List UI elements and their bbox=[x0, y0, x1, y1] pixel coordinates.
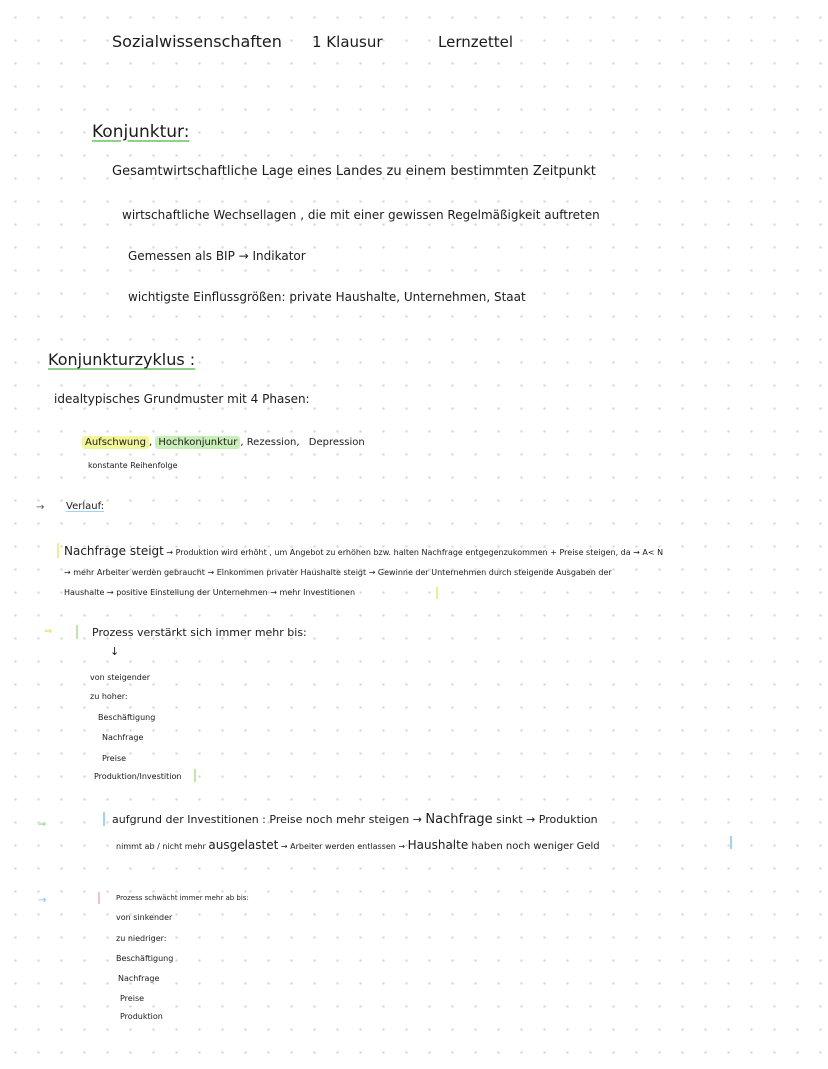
phase-depression: Depression bbox=[308, 437, 365, 448]
phase-hochkonjunktur: Hochkonjunktur bbox=[155, 436, 240, 449]
highlight-bar bbox=[76, 625, 78, 639]
rezession-line2-end: haben noch weniger Geld bbox=[468, 841, 600, 852]
depression-item: zu niedriger: bbox=[116, 934, 167, 943]
arrow-icon: → bbox=[36, 502, 45, 513]
boom-item: zu hoher: bbox=[90, 692, 128, 701]
boom-process: Prozess verstärkt sich immer mehr bis: bbox=[92, 626, 307, 639]
highlight-bar bbox=[730, 836, 732, 849]
verlauf-label: Verlauf: bbox=[66, 501, 105, 512]
zyklus-heading: Konjunkturzyklus : bbox=[48, 350, 196, 369]
aufschwung-line1-start: Nachfrage steigt bbox=[64, 544, 164, 558]
phase-separator: , bbox=[240, 437, 244, 448]
arrow-icon: → bbox=[38, 895, 47, 906]
header-sheet: Lernzettel bbox=[438, 33, 513, 51]
konjunktur-heading: Konjunktur: bbox=[92, 122, 190, 142]
rezession-line2-mid: → Arbeiter werden entlassen → bbox=[278, 842, 406, 851]
phase-separator: , bbox=[296, 437, 300, 448]
phase-separator: , bbox=[148, 437, 153, 448]
depression-item: Beschäftigung bbox=[116, 954, 174, 963]
boom-item: Produktion/Investition bbox=[94, 772, 182, 781]
header-subject: Sozialwissenschaften bbox=[112, 32, 282, 51]
highlight-bar bbox=[57, 543, 59, 558]
phase-note: konstante Reihenfolge bbox=[88, 461, 178, 470]
arrow-icon: ⇒ bbox=[44, 626, 53, 637]
aufschwung-line1 bbox=[64, 545, 663, 557]
aufschwung-line2: → mehr Arbeiter werden gebraucht → Einkommen privater Haushalte steigt → Gewinne der Unternehmen durch steigende Ausgaben der bbox=[64, 568, 612, 577]
header-exam: 1 Klausur bbox=[312, 33, 383, 51]
down-arrow-icon: ↓ bbox=[110, 645, 120, 658]
konjunktur-messung: Gemessen als BIP → Indikator bbox=[128, 249, 306, 263]
highlight-bar bbox=[98, 892, 100, 904]
zyklus-intro: idealtypisches Grundmuster mit 4 Phasen: bbox=[54, 392, 310, 406]
highlight-bar bbox=[194, 769, 196, 782]
konjunktur-definition: Gesamtwirtschaftliche Lage eines Landes zu einem bestimmten Zeitpunkt bbox=[112, 164, 596, 179]
rezession-line2-start: nimmt ab / nicht mehr bbox=[116, 842, 209, 851]
rezession-line2 bbox=[116, 839, 600, 852]
rezession-haushalte: Haushalte bbox=[407, 838, 469, 852]
highlight-bar bbox=[436, 587, 438, 599]
boom-item: von steigender bbox=[90, 673, 151, 682]
boom-item: Nachfrage bbox=[102, 733, 144, 742]
highlight-bar bbox=[103, 812, 105, 826]
boom-item: Preise bbox=[102, 754, 127, 763]
rezession-line1-start: aufgrund der Investitionen : Preise noch mehr steigen → bbox=[112, 813, 422, 826]
depression-item: Produktion bbox=[120, 1012, 163, 1021]
boom-item: Beschäftigung bbox=[98, 713, 156, 722]
phase-aufschwung: Aufschwung bbox=[82, 436, 149, 449]
aufschwung-line3: Haushalte → positive Einstellung der Unternehmen → mehr Investitionen bbox=[64, 588, 356, 597]
rezession-nachfrage: Nachfrage bbox=[425, 812, 493, 827]
rezession-line1-end: sinkt → Produktion bbox=[492, 813, 598, 826]
depression-process: Prozess schwächt immer mehr ab bis: bbox=[116, 894, 249, 902]
phase-rezession: Rezession bbox=[246, 437, 297, 448]
depression-item: von sinkender bbox=[116, 913, 173, 922]
arrow-icon: ⇒ bbox=[38, 819, 47, 830]
phase-list bbox=[82, 438, 365, 448]
depression-item: Preise bbox=[120, 994, 145, 1003]
konjunktur-einflussgroessen: wichtigste Einflussgrößen: private Haushalte, Unternehmen, Staat bbox=[128, 290, 526, 304]
depression-item: Nachfrage bbox=[118, 974, 160, 983]
aufschwung-line1-rest: → Produktion wird erhöht , um Angebot zu erhöhen bzw. halten Nachfrage entgegenzukommen + Preise steigen, da → A< N bbox=[163, 548, 664, 557]
rezession-line1 bbox=[112, 813, 598, 826]
rezession-ausgelastet: ausgelastet bbox=[208, 838, 279, 852]
konjunktur-wechsellagen: wirtschaftliche Wechsellagen , die mit einer gewissen Regelmäßigkeit auftreten bbox=[122, 208, 600, 222]
